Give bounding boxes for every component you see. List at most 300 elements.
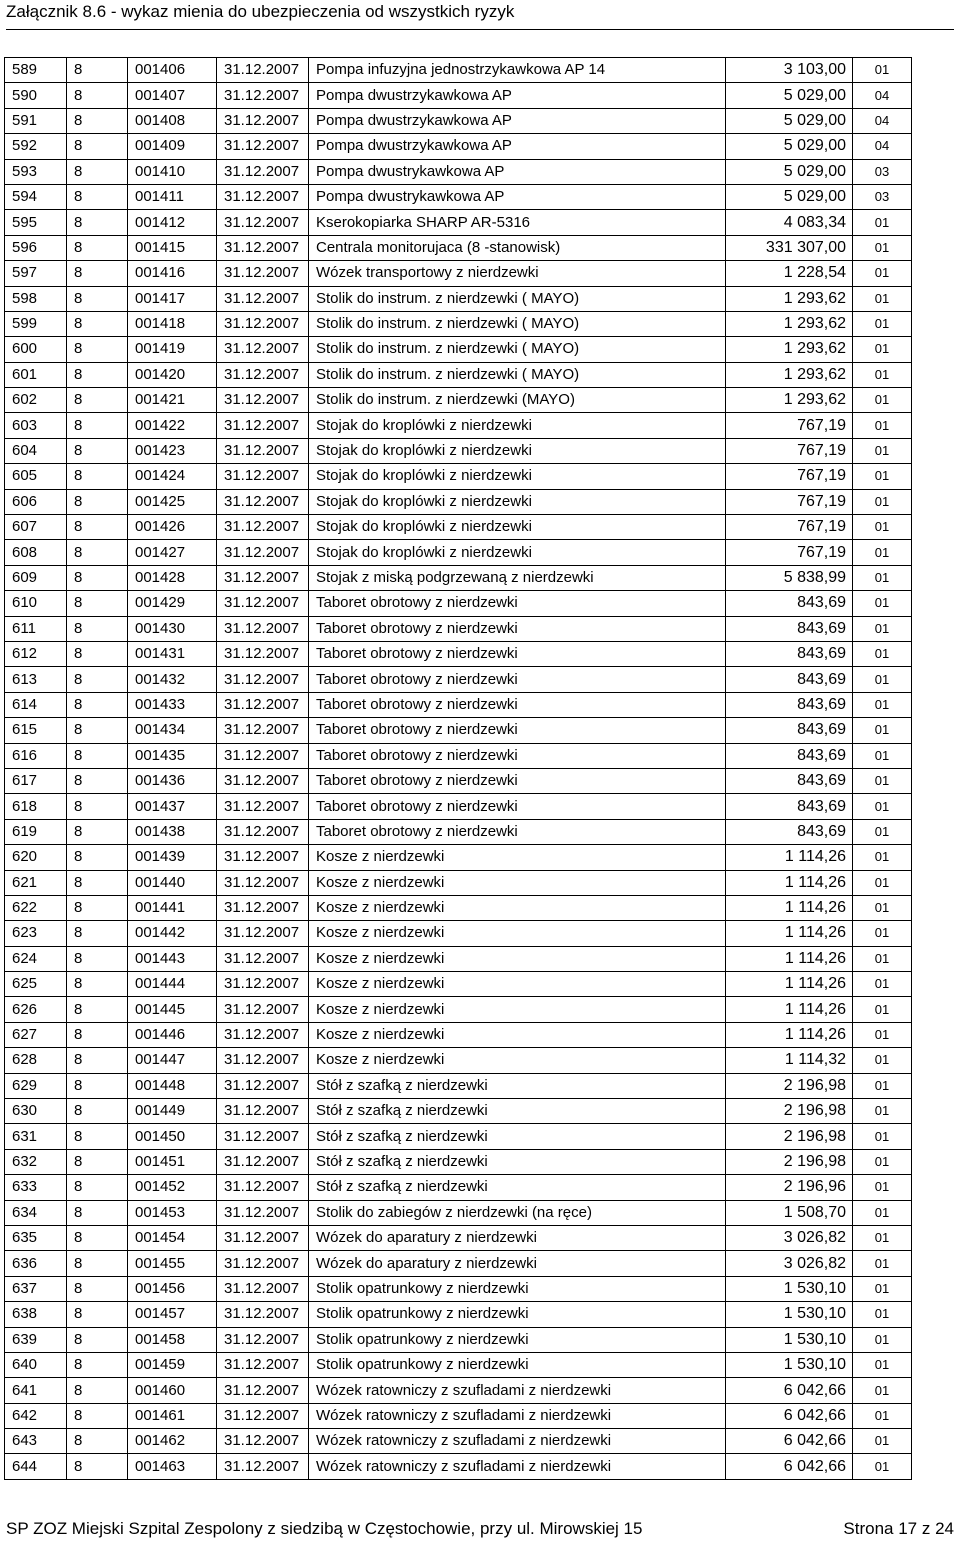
inventory-number-cell: 001427 bbox=[128, 540, 217, 565]
table-row bbox=[5, 895, 912, 920]
location-code-cell: 01 bbox=[853, 667, 912, 692]
inventory-number-cell: 001459 bbox=[128, 1352, 217, 1377]
group-code-cell: 8 bbox=[67, 362, 128, 387]
group-code-cell: 8 bbox=[67, 1225, 128, 1250]
location-code-cell: 01 bbox=[853, 1022, 912, 1047]
acquisition-date-cell: 31.12.2007 bbox=[217, 591, 309, 616]
table-row bbox=[5, 819, 912, 844]
acquisition-date-cell: 31.12.2007 bbox=[217, 1073, 309, 1098]
location-code-cell: 01 bbox=[853, 388, 912, 413]
item-value-cell: 6 042,66 bbox=[726, 1403, 853, 1428]
location-code-cell: 01 bbox=[853, 819, 912, 844]
table-row bbox=[5, 540, 912, 565]
item-name-cell: Stół z szafką z nierdzewki bbox=[309, 1175, 726, 1200]
group-code-cell: 8 bbox=[67, 997, 128, 1022]
table-row bbox=[5, 1048, 912, 1073]
acquisition-date-cell: 31.12.2007 bbox=[217, 1302, 309, 1327]
acquisition-date-cell: 31.12.2007 bbox=[217, 286, 309, 311]
item-name-cell: Stojak do kroplówki z nierdzewki bbox=[309, 515, 726, 540]
item-value-cell: 5 029,00 bbox=[726, 108, 853, 133]
item-value-cell: 3 026,82 bbox=[726, 1251, 853, 1276]
row-number-cell: 621 bbox=[5, 870, 67, 895]
acquisition-date-cell: 31.12.2007 bbox=[217, 845, 309, 870]
group-code-cell: 8 bbox=[67, 692, 128, 717]
item-value-cell: 3 026,82 bbox=[726, 1225, 853, 1250]
row-number-cell: 615 bbox=[5, 718, 67, 743]
group-code-cell: 8 bbox=[67, 1327, 128, 1352]
inventory-number-cell: 001416 bbox=[128, 261, 217, 286]
acquisition-date-cell: 31.12.2007 bbox=[217, 464, 309, 489]
item-value-cell: 5 029,00 bbox=[726, 83, 853, 108]
location-code-cell: 01 bbox=[853, 743, 912, 768]
acquisition-date-cell: 31.12.2007 bbox=[217, 1124, 309, 1149]
item-name-cell: Taboret obrotowy z nierdzewki bbox=[309, 794, 726, 819]
acquisition-date-cell: 31.12.2007 bbox=[217, 565, 309, 590]
group-code-cell: 8 bbox=[67, 108, 128, 133]
group-code-cell: 8 bbox=[67, 261, 128, 286]
item-value-cell: 2 196,98 bbox=[726, 1149, 853, 1174]
group-code-cell: 8 bbox=[67, 489, 128, 514]
inventory-number-cell: 001445 bbox=[128, 997, 217, 1022]
acquisition-date-cell: 31.12.2007 bbox=[217, 108, 309, 133]
inventory-number-cell: 001439 bbox=[128, 845, 217, 870]
row-number-cell: 638 bbox=[5, 1302, 67, 1327]
group-code-cell: 8 bbox=[67, 1251, 128, 1276]
item-value-cell: 1 114,26 bbox=[726, 895, 853, 920]
row-number-cell: 600 bbox=[5, 337, 67, 362]
location-code-cell: 04 bbox=[853, 134, 912, 159]
item-value-cell: 2 196,98 bbox=[726, 1073, 853, 1098]
group-code-cell: 8 bbox=[67, 895, 128, 920]
acquisition-date-cell: 31.12.2007 bbox=[217, 1200, 309, 1225]
location-code-cell: 01 bbox=[853, 895, 912, 920]
item-name-cell: Pompa infuzyjna jednostrzykawkowa AP 14 bbox=[309, 58, 726, 83]
acquisition-date-cell: 31.12.2007 bbox=[217, 438, 309, 463]
inventory-number-cell: 001450 bbox=[128, 1124, 217, 1149]
row-number-cell: 633 bbox=[5, 1175, 67, 1200]
group-code-cell: 8 bbox=[67, 540, 128, 565]
acquisition-date-cell: 31.12.2007 bbox=[217, 1099, 309, 1124]
location-code-cell: 01 bbox=[853, 1251, 912, 1276]
inventory-number-cell: 001415 bbox=[128, 235, 217, 260]
acquisition-date-cell: 31.12.2007 bbox=[217, 489, 309, 514]
group-code-cell: 8 bbox=[67, 184, 128, 209]
inventory-number-cell: 001441 bbox=[128, 895, 217, 920]
location-code-cell: 01 bbox=[853, 616, 912, 641]
item-name-cell: Stojak do kroplówki z nierdzewki bbox=[309, 540, 726, 565]
table-row bbox=[5, 1429, 912, 1454]
table-row bbox=[5, 83, 912, 108]
row-number-cell: 604 bbox=[5, 438, 67, 463]
group-code-cell: 8 bbox=[67, 1149, 128, 1174]
table-row bbox=[5, 718, 912, 743]
item-name-cell: Wózek do aparatury z nierdzewki bbox=[309, 1251, 726, 1276]
group-code-cell: 8 bbox=[67, 515, 128, 540]
item-name-cell: Stolik do instrum. z nierdzewki ( MAYO) bbox=[309, 311, 726, 336]
inventory-number-cell: 001411 bbox=[128, 184, 217, 209]
item-value-cell: 1 530,10 bbox=[726, 1276, 853, 1301]
item-value-cell: 2 196,96 bbox=[726, 1175, 853, 1200]
group-code-cell: 8 bbox=[67, 1048, 128, 1073]
table-row bbox=[5, 667, 912, 692]
group-code-cell: 8 bbox=[67, 83, 128, 108]
group-code-cell: 8 bbox=[67, 235, 128, 260]
item-name-cell: Kosze z nierdzewki bbox=[309, 921, 726, 946]
row-number-cell: 640 bbox=[5, 1352, 67, 1377]
inventory-number-cell: 001425 bbox=[128, 489, 217, 514]
item-value-cell: 843,69 bbox=[726, 641, 853, 666]
table-row bbox=[5, 134, 912, 159]
row-number-cell: 598 bbox=[5, 286, 67, 311]
location-code-cell: 01 bbox=[853, 58, 912, 83]
table-row bbox=[5, 1225, 912, 1250]
item-value-cell: 1 293,62 bbox=[726, 388, 853, 413]
item-name-cell: Stojak do kroplówki z nierdzewki bbox=[309, 464, 726, 489]
location-code-cell: 01 bbox=[853, 946, 912, 971]
table-row bbox=[5, 515, 912, 540]
acquisition-date-cell: 31.12.2007 bbox=[217, 159, 309, 184]
item-value-cell: 1 114,26 bbox=[726, 921, 853, 946]
row-number-cell: 618 bbox=[5, 794, 67, 819]
table-row bbox=[5, 388, 912, 413]
acquisition-date-cell: 31.12.2007 bbox=[217, 1225, 309, 1250]
inventory-number-cell: 001433 bbox=[128, 692, 217, 717]
group-code-cell: 8 bbox=[67, 565, 128, 590]
item-value-cell: 767,19 bbox=[726, 515, 853, 540]
inventory-number-cell: 001422 bbox=[128, 413, 217, 438]
acquisition-date-cell: 31.12.2007 bbox=[217, 540, 309, 565]
acquisition-date-cell: 31.12.2007 bbox=[217, 972, 309, 997]
item-name-cell: Stolik do instrum. z nierdzewki ( MAYO) bbox=[309, 337, 726, 362]
location-code-cell: 01 bbox=[853, 311, 912, 336]
inventory-number-cell: 001420 bbox=[128, 362, 217, 387]
inventory-number-cell: 001417 bbox=[128, 286, 217, 311]
table-row bbox=[5, 591, 912, 616]
table-row bbox=[5, 464, 912, 489]
table-row bbox=[5, 108, 912, 133]
acquisition-date-cell: 31.12.2007 bbox=[217, 413, 309, 438]
row-number-cell: 635 bbox=[5, 1225, 67, 1250]
item-name-cell: Taboret obrotowy z nierdzewki bbox=[309, 768, 726, 793]
location-code-cell: 01 bbox=[853, 261, 912, 286]
table-row bbox=[5, 1175, 912, 1200]
group-code-cell: 8 bbox=[67, 464, 128, 489]
row-number-cell: 590 bbox=[5, 83, 67, 108]
table-row bbox=[5, 1327, 912, 1352]
table-row bbox=[5, 1352, 912, 1377]
row-number-cell: 620 bbox=[5, 845, 67, 870]
inventory-number-cell: 001429 bbox=[128, 591, 217, 616]
table-row bbox=[5, 794, 912, 819]
item-name-cell: Centrala monitorujaca (8 -stanowisk) bbox=[309, 235, 726, 260]
inventory-number-cell: 001434 bbox=[128, 718, 217, 743]
item-name-cell: Stół z szafką z nierdzewki bbox=[309, 1124, 726, 1149]
group-code-cell: 8 bbox=[67, 337, 128, 362]
inventory-number-cell: 001454 bbox=[128, 1225, 217, 1250]
item-value-cell: 1 293,62 bbox=[726, 286, 853, 311]
row-number-cell: 627 bbox=[5, 1022, 67, 1047]
table-row bbox=[5, 921, 912, 946]
location-code-cell: 03 bbox=[853, 184, 912, 209]
item-name-cell: Kosze z nierdzewki bbox=[309, 972, 726, 997]
inventory-number-cell: 001432 bbox=[128, 667, 217, 692]
acquisition-date-cell: 31.12.2007 bbox=[217, 210, 309, 235]
item-name-cell: Taboret obrotowy z nierdzewki bbox=[309, 616, 726, 641]
item-name-cell: Taboret obrotowy z nierdzewki bbox=[309, 718, 726, 743]
table-row bbox=[5, 58, 912, 83]
table-row bbox=[5, 489, 912, 514]
item-name-cell: Taboret obrotowy z nierdzewki bbox=[309, 743, 726, 768]
group-code-cell: 8 bbox=[67, 819, 128, 844]
item-value-cell: 331 307,00 bbox=[726, 235, 853, 260]
asset-table-body bbox=[5, 58, 912, 1480]
row-number-cell: 593 bbox=[5, 159, 67, 184]
group-code-cell: 8 bbox=[67, 134, 128, 159]
group-code-cell: 8 bbox=[67, 311, 128, 336]
group-code-cell: 8 bbox=[67, 413, 128, 438]
item-value-cell: 843,69 bbox=[726, 768, 853, 793]
inventory-number-cell: 001442 bbox=[128, 921, 217, 946]
location-code-cell: 01 bbox=[853, 794, 912, 819]
table-row bbox=[5, 1200, 912, 1225]
acquisition-date-cell: 31.12.2007 bbox=[217, 946, 309, 971]
row-number-cell: 594 bbox=[5, 184, 67, 209]
acquisition-date-cell: 31.12.2007 bbox=[217, 1327, 309, 1352]
inventory-number-cell: 001418 bbox=[128, 311, 217, 336]
row-number-cell: 606 bbox=[5, 489, 67, 514]
item-value-cell: 2 196,98 bbox=[726, 1099, 853, 1124]
location-code-cell: 01 bbox=[853, 286, 912, 311]
group-code-cell: 8 bbox=[67, 1378, 128, 1403]
location-code-cell: 01 bbox=[853, 540, 912, 565]
inventory-number-cell: 001451 bbox=[128, 1149, 217, 1174]
item-name-cell: Stolik opatrunkowy z nierdzewki bbox=[309, 1302, 726, 1327]
acquisition-date-cell: 31.12.2007 bbox=[217, 997, 309, 1022]
inventory-number-cell: 001455 bbox=[128, 1251, 217, 1276]
location-code-cell: 01 bbox=[853, 1454, 912, 1479]
item-name-cell: Wózek transportowy z nierdzewki bbox=[309, 261, 726, 286]
inventory-number-cell: 001457 bbox=[128, 1302, 217, 1327]
acquisition-date-cell: 31.12.2007 bbox=[217, 58, 309, 83]
acquisition-date-cell: 31.12.2007 bbox=[217, 184, 309, 209]
row-number-cell: 611 bbox=[5, 616, 67, 641]
inventory-number-cell: 001430 bbox=[128, 616, 217, 641]
row-number-cell: 595 bbox=[5, 210, 67, 235]
item-name-cell: Stół z szafką z nierdzewki bbox=[309, 1073, 726, 1098]
inventory-number-cell: 001412 bbox=[128, 210, 217, 235]
inventory-number-cell: 001423 bbox=[128, 438, 217, 463]
acquisition-date-cell: 31.12.2007 bbox=[217, 337, 309, 362]
table-row bbox=[5, 261, 912, 286]
item-value-cell: 1 530,10 bbox=[726, 1302, 853, 1327]
group-code-cell: 8 bbox=[67, 845, 128, 870]
item-value-cell: 2 196,98 bbox=[726, 1124, 853, 1149]
location-code-cell: 01 bbox=[853, 1124, 912, 1149]
item-value-cell: 767,19 bbox=[726, 438, 853, 463]
row-number-cell: 592 bbox=[5, 134, 67, 159]
location-code-cell: 01 bbox=[853, 1200, 912, 1225]
item-name-cell: Stolik opatrunkowy z nierdzewki bbox=[309, 1327, 726, 1352]
inventory-number-cell: 001444 bbox=[128, 972, 217, 997]
acquisition-date-cell: 31.12.2007 bbox=[217, 1429, 309, 1454]
inventory-number-cell: 001449 bbox=[128, 1099, 217, 1124]
acquisition-date-cell: 31.12.2007 bbox=[217, 743, 309, 768]
location-code-cell: 01 bbox=[853, 870, 912, 895]
location-code-cell: 01 bbox=[853, 438, 912, 463]
group-code-cell: 8 bbox=[67, 58, 128, 83]
location-code-cell: 01 bbox=[853, 997, 912, 1022]
location-code-cell: 01 bbox=[853, 235, 912, 260]
asset-table bbox=[4, 57, 912, 1480]
item-value-cell: 843,69 bbox=[726, 794, 853, 819]
item-value-cell: 6 042,66 bbox=[726, 1454, 853, 1479]
location-code-cell: 01 bbox=[853, 1099, 912, 1124]
item-name-cell: Taboret obrotowy z nierdzewki bbox=[309, 591, 726, 616]
acquisition-date-cell: 31.12.2007 bbox=[217, 1022, 309, 1047]
location-code-cell: 01 bbox=[853, 1175, 912, 1200]
row-number-cell: 597 bbox=[5, 261, 67, 286]
location-code-cell: 01 bbox=[853, 1429, 912, 1454]
location-code-cell: 01 bbox=[853, 718, 912, 743]
page-title: Załącznik 8.6 - wykaz mienia do ubezpieczenia od wszystkich ryzyk bbox=[6, 2, 515, 21]
acquisition-date-cell: 31.12.2007 bbox=[217, 1276, 309, 1301]
group-code-cell: 8 bbox=[67, 1429, 128, 1454]
table-row bbox=[5, 311, 912, 336]
item-value-cell: 843,69 bbox=[726, 667, 853, 692]
acquisition-date-cell: 31.12.2007 bbox=[217, 1378, 309, 1403]
group-code-cell: 8 bbox=[67, 972, 128, 997]
table-row bbox=[5, 1276, 912, 1301]
acquisition-date-cell: 31.12.2007 bbox=[217, 362, 309, 387]
group-code-cell: 8 bbox=[67, 616, 128, 641]
location-code-cell: 01 bbox=[853, 1302, 912, 1327]
item-name-cell: Stolik do zabiegów z nierdzewki (na ręce) bbox=[309, 1200, 726, 1225]
table-row bbox=[5, 286, 912, 311]
location-code-cell: 01 bbox=[853, 464, 912, 489]
inventory-number-cell: 001407 bbox=[128, 83, 217, 108]
inventory-number-cell: 001424 bbox=[128, 464, 217, 489]
row-number-cell: 642 bbox=[5, 1403, 67, 1428]
row-number-cell: 610 bbox=[5, 591, 67, 616]
group-code-cell: 8 bbox=[67, 1200, 128, 1225]
row-number-cell: 612 bbox=[5, 641, 67, 666]
table-row bbox=[5, 159, 912, 184]
item-name-cell: Stolik do instrum. z nierdzewki ( MAYO) bbox=[309, 286, 726, 311]
inventory-number-cell: 001438 bbox=[128, 819, 217, 844]
location-code-cell: 01 bbox=[853, 515, 912, 540]
row-number-cell: 607 bbox=[5, 515, 67, 540]
table-row bbox=[5, 1251, 912, 1276]
item-name-cell: Kosze z nierdzewki bbox=[309, 1022, 726, 1047]
item-value-cell: 1 293,62 bbox=[726, 337, 853, 362]
item-value-cell: 6 042,66 bbox=[726, 1378, 853, 1403]
group-code-cell: 8 bbox=[67, 1454, 128, 1479]
row-number-cell: 630 bbox=[5, 1099, 67, 1124]
inventory-number-cell: 001443 bbox=[128, 946, 217, 971]
item-name-cell: Taboret obrotowy z nierdzewki bbox=[309, 819, 726, 844]
table-row bbox=[5, 565, 912, 590]
table-row bbox=[5, 210, 912, 235]
table-row bbox=[5, 1022, 912, 1047]
row-number-cell: 601 bbox=[5, 362, 67, 387]
row-number-cell: 632 bbox=[5, 1149, 67, 1174]
table-row bbox=[5, 1403, 912, 1428]
location-code-cell: 01 bbox=[853, 972, 912, 997]
row-number-cell: 602 bbox=[5, 388, 67, 413]
table-row bbox=[5, 184, 912, 209]
inventory-number-cell: 001426 bbox=[128, 515, 217, 540]
group-code-cell: 8 bbox=[67, 1175, 128, 1200]
item-value-cell: 843,69 bbox=[726, 591, 853, 616]
inventory-number-cell: 001460 bbox=[128, 1378, 217, 1403]
item-name-cell: Stojak do kroplówki z nierdzewki bbox=[309, 438, 726, 463]
acquisition-date-cell: 31.12.2007 bbox=[217, 1251, 309, 1276]
inventory-number-cell: 001408 bbox=[128, 108, 217, 133]
item-name-cell: Pompa dwustrzykawkowa AP bbox=[309, 83, 726, 108]
acquisition-date-cell: 31.12.2007 bbox=[217, 1454, 309, 1479]
item-name-cell: Pompa dwustrzykawkowa AP bbox=[309, 108, 726, 133]
location-code-cell: 01 bbox=[853, 921, 912, 946]
row-number-cell: 631 bbox=[5, 1124, 67, 1149]
table-row bbox=[5, 1124, 912, 1149]
item-value-cell: 1 114,26 bbox=[726, 997, 853, 1022]
acquisition-date-cell: 31.12.2007 bbox=[217, 1352, 309, 1377]
item-name-cell: Taboret obrotowy z nierdzewki bbox=[309, 692, 726, 717]
acquisition-date-cell: 31.12.2007 bbox=[217, 515, 309, 540]
table-row bbox=[5, 768, 912, 793]
item-name-cell: Kosze z nierdzewki bbox=[309, 895, 726, 920]
location-code-cell: 04 bbox=[853, 108, 912, 133]
group-code-cell: 8 bbox=[67, 921, 128, 946]
row-number-cell: 599 bbox=[5, 311, 67, 336]
footer-institution: SP ZOZ Miejski Szpital Zespolony z siedzibą w Częstochowie, przy ul. Mirowskiej 15 bbox=[6, 1519, 643, 1538]
location-code-cell: 01 bbox=[853, 1403, 912, 1428]
acquisition-date-cell: 31.12.2007 bbox=[217, 311, 309, 336]
table-row bbox=[5, 362, 912, 387]
location-code-cell: 01 bbox=[853, 413, 912, 438]
acquisition-date-cell: 31.12.2007 bbox=[217, 895, 309, 920]
item-value-cell: 1 114,26 bbox=[726, 972, 853, 997]
group-code-cell: 8 bbox=[67, 1022, 128, 1047]
group-code-cell: 8 bbox=[67, 159, 128, 184]
inventory-number-cell: 001440 bbox=[128, 870, 217, 895]
row-number-cell: 609 bbox=[5, 565, 67, 590]
table-row bbox=[5, 870, 912, 895]
acquisition-date-cell: 31.12.2007 bbox=[217, 641, 309, 666]
page-footer bbox=[6, 1518, 954, 1540]
item-value-cell: 1 530,10 bbox=[726, 1352, 853, 1377]
acquisition-date-cell: 31.12.2007 bbox=[217, 1048, 309, 1073]
item-name-cell: Kosze z nierdzewki bbox=[309, 997, 726, 1022]
table-row bbox=[5, 1378, 912, 1403]
row-number-cell: 613 bbox=[5, 667, 67, 692]
group-code-cell: 8 bbox=[67, 641, 128, 666]
group-code-cell: 8 bbox=[67, 1403, 128, 1428]
location-code-cell: 01 bbox=[853, 565, 912, 590]
item-value-cell: 1 114,26 bbox=[726, 946, 853, 971]
item-value-cell: 1 114,32 bbox=[726, 1048, 853, 1073]
row-number-cell: 643 bbox=[5, 1429, 67, 1454]
table-row bbox=[5, 1302, 912, 1327]
inventory-number-cell: 001409 bbox=[128, 134, 217, 159]
location-code-cell: 01 bbox=[853, 1149, 912, 1174]
item-name-cell: Stół z szafką z nierdzewki bbox=[309, 1149, 726, 1174]
item-value-cell: 1 530,10 bbox=[726, 1327, 853, 1352]
item-name-cell: Pompa dwustrykawkowa AP bbox=[309, 159, 726, 184]
group-code-cell: 8 bbox=[67, 1302, 128, 1327]
item-name-cell: Stolik do instrum. z nierdzewki ( MAYO) bbox=[309, 362, 726, 387]
item-value-cell: 843,69 bbox=[726, 743, 853, 768]
